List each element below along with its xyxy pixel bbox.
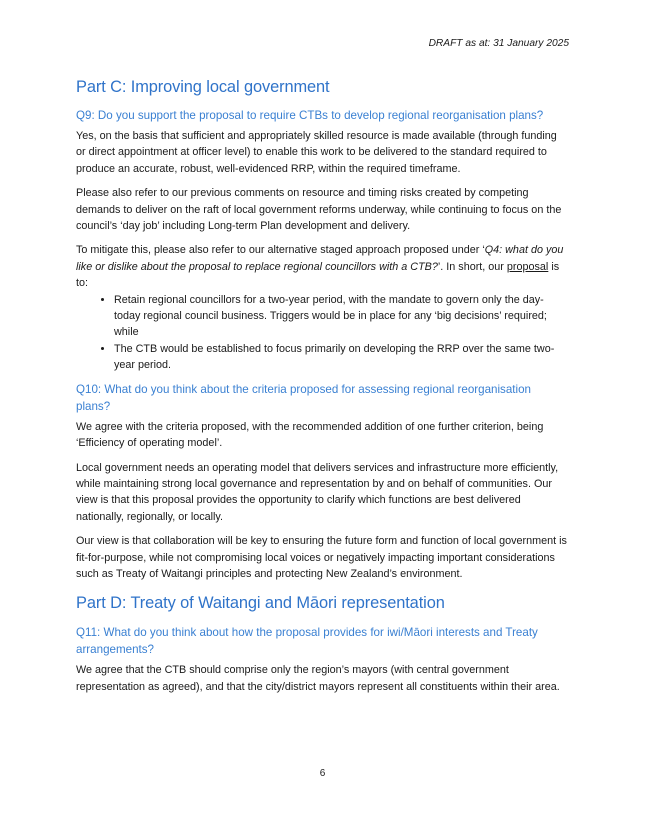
q11-paragraph-1: We agree that the CTB should comprise only the region’s mayors (with central government representation as agreed), and that the city/district mayors represent all constituents within their area. xyxy=(76,664,560,693)
q9-bullet-item-2: • The CTB would be established to focus primarily on developing the RRP over the same two-year period. xyxy=(114,341,567,374)
q9-p3-italic-ref: Q4: what do you like or dislike about the proposal to replace regional councillors with a CTB? xyxy=(76,244,564,273)
q10-paragraph-3: Our view is that collaboration will be key to ensuring the future form and function of local government is fit-for-purpose, while not compromising local voices or negatively impacting important considerations such as Treaty of Waitangi principles and protecting New Zealand’s environment. xyxy=(76,535,567,580)
q9-p3-text-a: To mitigate this, please also refer to our alternative staged approach proposed under ‘ xyxy=(76,244,485,257)
q9-bullet-item-1: • Retain regional councillors for a two-year period, with the mandate to govern only the day-today regional council business. Triggers would be in place for any ‘big decisions’ required; while xyxy=(114,292,567,341)
q10-paragraph-1: We agree with the criteria proposed, with the recommended addition of one further criterion, being ‘Efficiency of operating model’. xyxy=(76,420,544,450)
q9-bullet-list xyxy=(76,292,567,374)
page-number: 6 xyxy=(319,768,326,779)
part-c-heading: Part C: Improving local government xyxy=(76,78,330,96)
q9-paragraph-1: Yes, on the basis that sufficient and appropriately skilled resource is made available (through funding or direct appointment at officer level) to enable this work to be delivered to the standard required to produce an accurate, robust, well-evidenced RRP, within the required timeframe. xyxy=(76,130,557,175)
q9-paragraph-3 xyxy=(76,242,567,291)
q9-heading: Q9: Do you support the proposal to require CTBs to develop regional reorganisation plans? xyxy=(76,109,544,122)
q10-paragraph-2: Local government needs an operating model that delivers services and infrastructure more efficiently, while maintaining strong local governance and representation by and on behalf of communities. Our view is that this proposal provides the opportunity to clarify which functions are best delivered nationally, regionally, or locally. xyxy=(76,461,559,523)
q10-heading: Q10: What do you think about the criteria proposed for assessing regional reorganisation plans? xyxy=(76,382,531,413)
q9-p3-text-b: ’. In short, our xyxy=(437,260,507,273)
page-content xyxy=(76,76,567,695)
q11-heading: Q11: What do you think about how the proposal provides for iwi/Māori interests and Treaty arrangements? xyxy=(76,626,538,657)
q9-paragraph-2: Please also refer to our previous comments on resource and timing risks created by competing demands to deliver on the raft of local government reforms underway, while continuing to focus on the council’s ‘day job’ including Long-term Plan development and delivery. xyxy=(76,187,562,233)
q9-p3-underlined: proposal xyxy=(506,260,549,273)
draft-label: DRAFT as at: 31 January 2025 xyxy=(428,38,569,49)
q9-p3-text-c: is to: xyxy=(76,260,560,290)
part-d-heading: Part D: Treaty of Waitangi and Māori representation xyxy=(76,594,445,613)
